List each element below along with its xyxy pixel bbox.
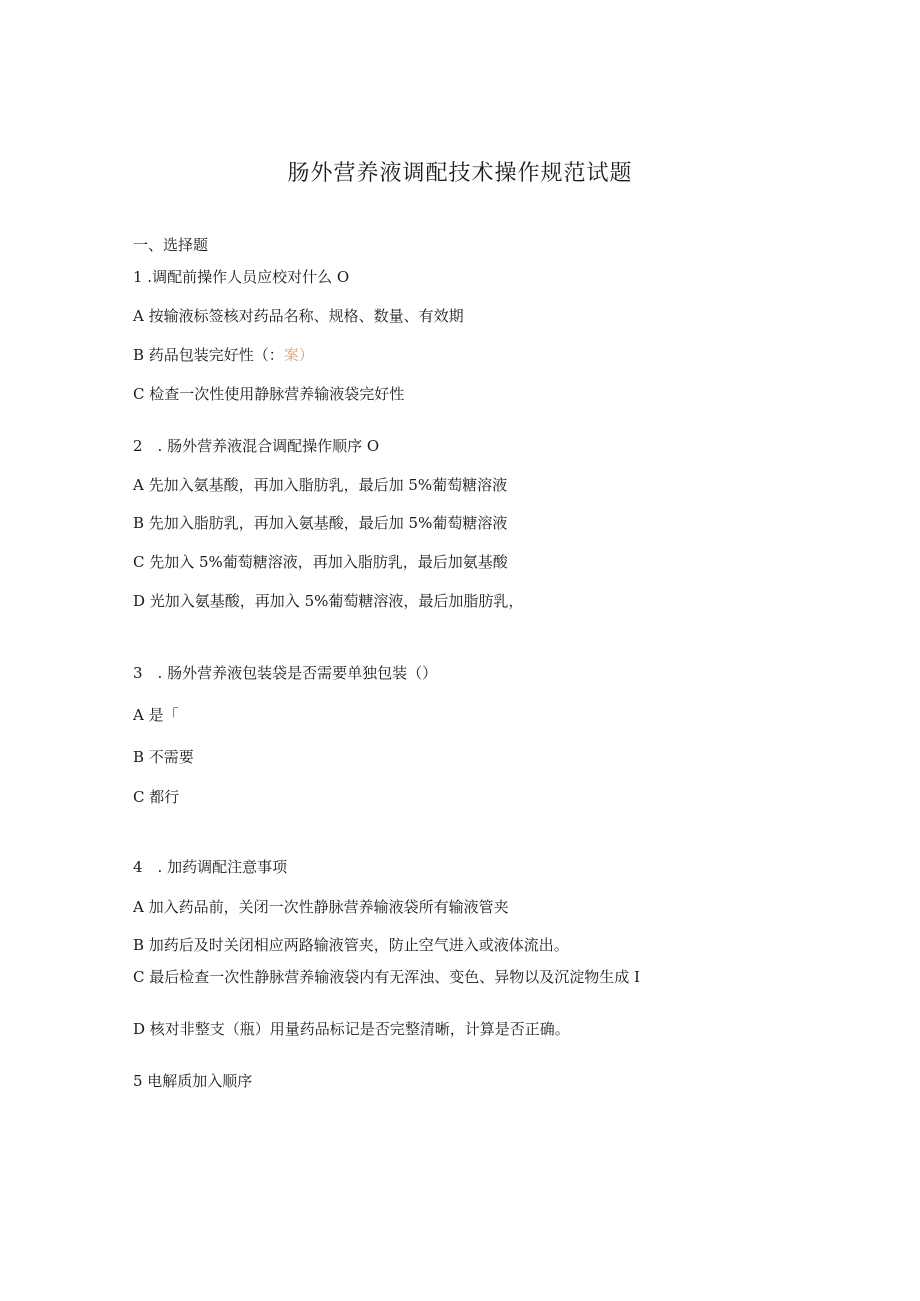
question-1-stem: 1 .调配前操作人员应校对什么 O xyxy=(133,268,350,286)
question-4-option-c: C 最后检查一次性静脉营养输液袋内有无浑浊、变色、异物以及沉淀物生成 I xyxy=(133,968,640,986)
question-2-option-c: C 先加入 5%葡萄糖溶液，再加入脂肪乳，最后加氨基酸 xyxy=(133,553,508,571)
question-3-option-c: C 都行 xyxy=(133,788,180,806)
question-2-option-d: D 光加入氨基酸，再加入 5%葡萄糖溶液，最后加脂肪乳， xyxy=(133,592,524,610)
question-3-option-b: B 不需要 xyxy=(133,748,194,766)
question-1-option-c: C 检查一次性使用静脉营养输液袋完好性 xyxy=(133,385,405,403)
question-4-stem: 4 . 加药调配注意事项 xyxy=(133,858,288,876)
question-2-option-a: A 先加入氨基酸，再加入脂肪乳，最后加 5%葡萄糖溶液 xyxy=(133,476,508,494)
question-1-option-b-answer: 案） xyxy=(283,346,314,364)
document-title: 肠外营养液调配技术操作规范试题 xyxy=(287,161,633,186)
question-3-stem: 3 . 肠外营养液包装袋是否需要单独包装（） xyxy=(133,664,438,682)
question-5-stem: 5 电解质加入顺序 xyxy=(133,1072,253,1090)
section-heading: 一、选择题 xyxy=(133,236,209,254)
question-3-option-a: A 是「 xyxy=(133,706,179,724)
question-4-option-b: B 加药后及时关闭相应两路输液管夹，防止空气进入或液体流出。 xyxy=(133,936,569,954)
question-4-option-a: A 加入药品前，关闭一次性静脉营养输液袋所有输液管夹 xyxy=(133,898,509,916)
question-1-option-a: A 按输液标签核对药品名称、规格、数量、有效期 xyxy=(133,307,464,325)
question-2-stem: 2 . 肠外营养液混合调配操作顺序 O xyxy=(133,437,380,455)
question-1-option-b xyxy=(133,344,314,366)
question-2-option-b: B 先加入脂肪乳，再加入氨基酸，最后加 5%葡萄糖溶液 xyxy=(133,514,508,532)
question-4-option-d: D 核对非整支（瓶）用量药品标记是否完整清晰，计算是否正确。 xyxy=(133,1020,570,1038)
question-1-option-b-text: B 药品包装完好性（： xyxy=(133,346,284,364)
